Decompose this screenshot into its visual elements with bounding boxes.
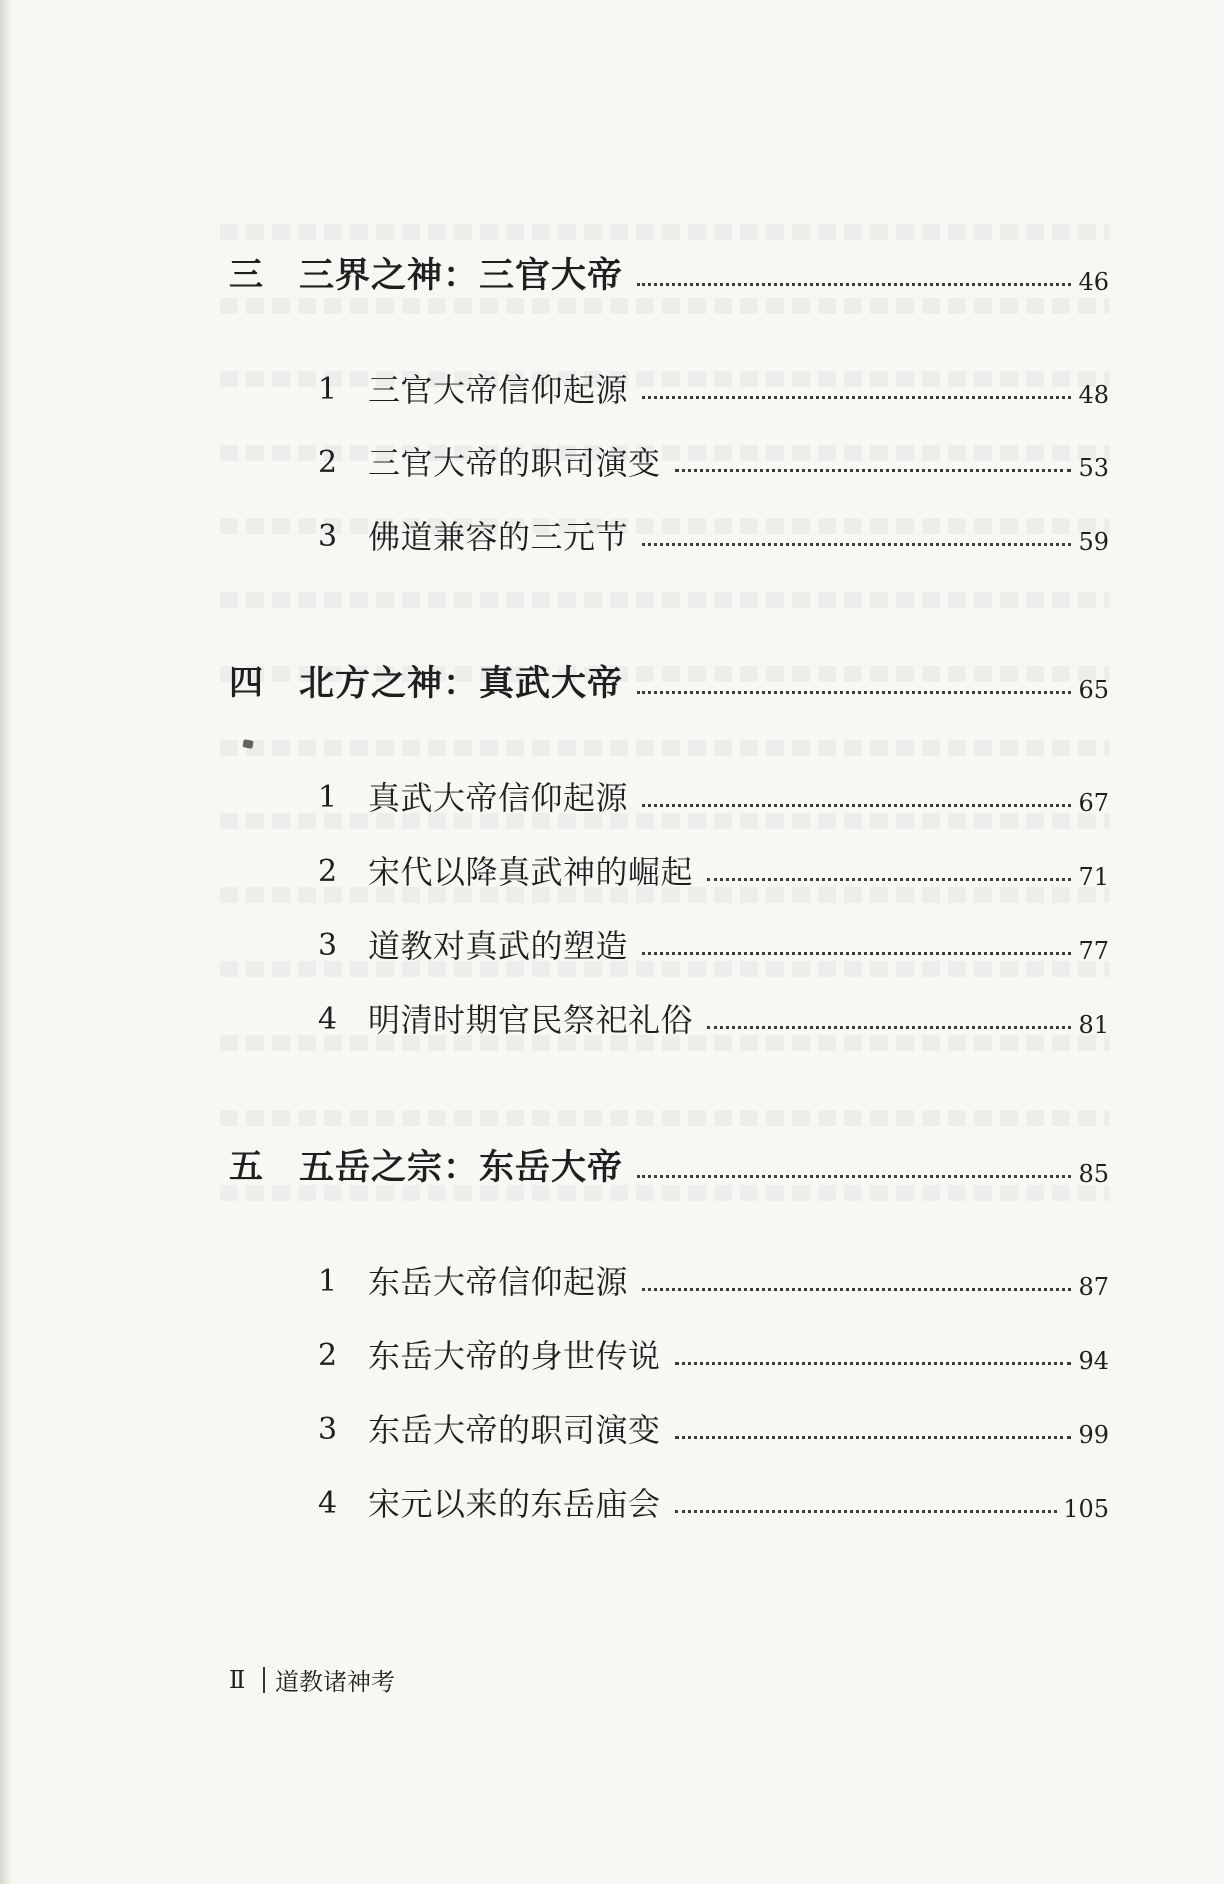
chapter-title: 北方之神：真武大帝 <box>299 663 624 704</box>
item-page-number: 105 <box>1063 1495 1109 1523</box>
toc-item[interactable] <box>318 1337 1109 1375</box>
dot-leader <box>642 804 1071 807</box>
item-number: 1 <box>318 372 338 407</box>
item-title: 三官大帝信仰起源 <box>368 371 629 409</box>
dot-leader <box>675 1436 1071 1439</box>
toc-chapter[interactable] <box>229 1147 1109 1188</box>
toc-item[interactable] <box>318 779 1109 817</box>
toc-item[interactable] <box>318 371 1109 409</box>
toc-item[interactable] <box>318 518 1109 556</box>
dot-leader <box>642 543 1071 546</box>
item-number: 2 <box>318 1338 338 1373</box>
chapter-title: 三界之神：三官大帝 <box>299 255 624 296</box>
dot-leader <box>642 1288 1071 1291</box>
item-title: 三官大帝的职司演变 <box>368 444 661 482</box>
item-page-number: 87 <box>1078 1273 1109 1301</box>
footer-book-title: 道教诸神考 <box>275 1668 395 1696</box>
item-title: 东岳大帝的身世传说 <box>368 1337 661 1375</box>
dot-leader <box>675 469 1071 472</box>
ink-mark <box>242 739 253 749</box>
chapter-number: 四 <box>229 663 263 703</box>
chapter-page-number: 85 <box>1078 1160 1109 1188</box>
item-number: 3 <box>318 928 338 963</box>
toc-chapter[interactable] <box>229 255 1109 296</box>
item-page-number: 71 <box>1078 863 1109 891</box>
item-page-number: 53 <box>1078 454 1109 482</box>
dot-leader <box>637 1175 1071 1178</box>
footer-page-number: Ⅱ <box>229 1665 246 1694</box>
dot-leader <box>637 283 1071 286</box>
item-number: 1 <box>318 1264 338 1299</box>
chapter-page-number: 65 <box>1078 676 1109 704</box>
dot-leader <box>642 952 1071 955</box>
item-page-number: 48 <box>1078 381 1109 409</box>
item-title: 明清时期官民祭祀礼俗 <box>368 1001 694 1039</box>
chapter-number: 五 <box>229 1147 263 1187</box>
item-title: 道教对真武的塑造 <box>368 927 629 965</box>
item-number: 2 <box>318 445 338 480</box>
toc-item[interactable] <box>318 927 1109 965</box>
toc-chapter[interactable] <box>229 663 1109 704</box>
item-number: 2 <box>318 854 338 889</box>
item-number: 4 <box>318 1486 338 1521</box>
toc-item[interactable] <box>318 444 1109 482</box>
item-page-number: 67 <box>1078 789 1109 817</box>
dot-leader <box>637 691 1071 694</box>
item-page-number: 77 <box>1078 937 1109 965</box>
item-number: 4 <box>318 1002 338 1037</box>
chapter-title: 五岳之宗：东岳大帝 <box>299 1147 624 1188</box>
dot-leader <box>675 1362 1071 1365</box>
item-number: 3 <box>318 1412 338 1447</box>
item-number: 3 <box>318 519 338 554</box>
item-title: 佛道兼容的三元节 <box>368 518 629 556</box>
toc-item[interactable] <box>318 1411 1109 1449</box>
item-title: 东岳大帝的职司演变 <box>368 1411 661 1449</box>
item-title: 东岳大帝信仰起源 <box>368 1263 629 1301</box>
item-page-number: 99 <box>1078 1421 1109 1449</box>
item-page-number: 94 <box>1078 1347 1109 1375</box>
item-page-number: 59 <box>1078 528 1109 556</box>
item-number: 1 <box>318 780 338 815</box>
item-title: 宋代以降真武神的崛起 <box>368 853 694 891</box>
dot-leader <box>707 878 1071 881</box>
chapter-page-number: 46 <box>1078 268 1109 296</box>
dot-leader <box>675 1510 1058 1513</box>
toc-item[interactable] <box>318 1263 1109 1301</box>
item-title: 真武大帝信仰起源 <box>368 779 629 817</box>
item-page-number: 81 <box>1078 1011 1109 1039</box>
dot-leader <box>707 1026 1071 1029</box>
chapter-number: 三 <box>229 255 263 295</box>
toc-item[interactable] <box>318 853 1109 891</box>
footer-divider <box>263 1667 265 1693</box>
toc-item[interactable] <box>318 1001 1109 1039</box>
dot-leader <box>642 396 1071 399</box>
page-footer <box>229 1662 395 1697</box>
toc-item[interactable] <box>318 1485 1109 1523</box>
item-title: 宋元以来的东岳庙会 <box>368 1485 661 1523</box>
